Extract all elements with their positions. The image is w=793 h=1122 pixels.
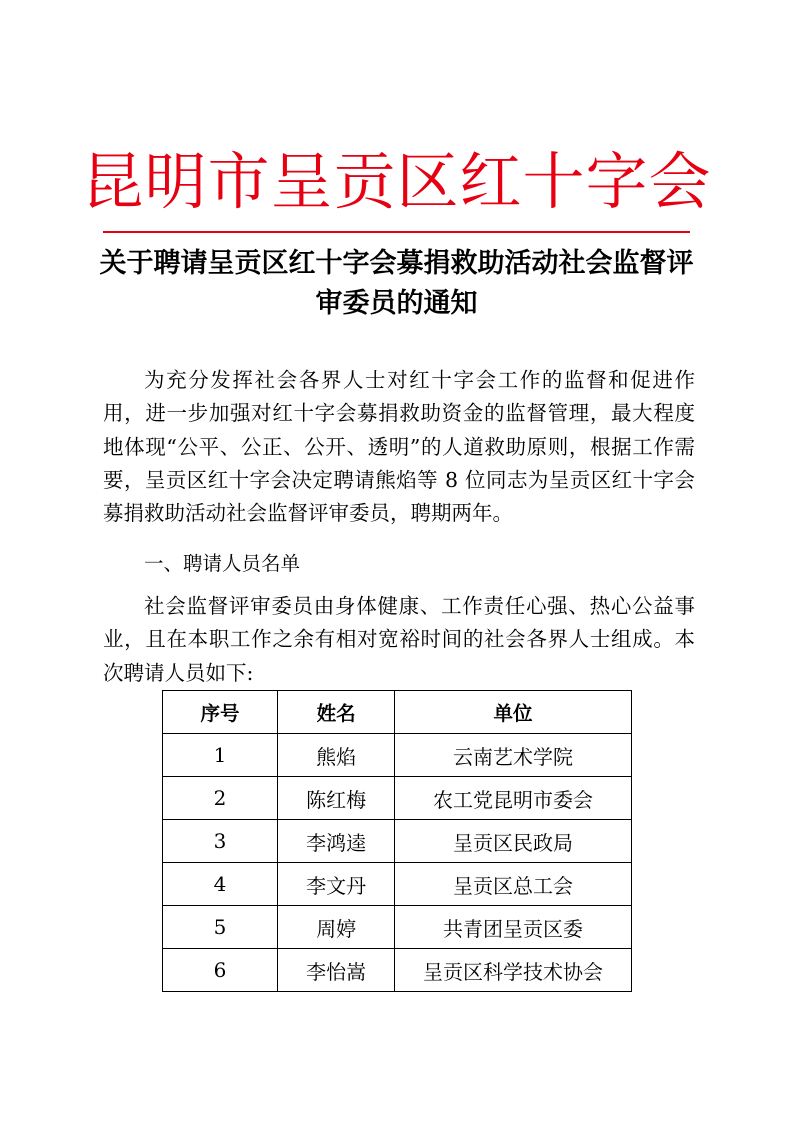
cell-number: 1 [163,734,278,777]
column-header-unit: 单位 [395,691,632,734]
cell-number: 4 [163,863,278,906]
cell-unit: 云南艺术学院 [395,734,632,777]
table-row [163,777,632,820]
cell-unit: 共青团呈贡区委 [395,906,632,949]
section-heading-appointee-list: 一、聘请人员名单 [144,552,301,575]
table-row [163,820,632,863]
cell-name: 李文丹 [278,863,395,906]
letterhead-red-rule [103,231,690,233]
table-row [163,863,632,906]
table-row [163,949,632,992]
cell-number: 6 [163,949,278,992]
document-title: 关于聘请呈贡区红十字会募捐救助活动社会监督评审委员的通知 [99,248,694,319]
appointee-table [162,690,632,992]
cell-number: 3 [163,820,278,863]
composition-paragraph: 社会监督评审委员由身体健康、工作责任心强、热心公益事业，且在本职工作之余有相对宽裕时间的社会各界人士组成。本次聘请人员如下: [103,594,695,685]
cell-unit: 呈贡区科学技术协会 [395,949,632,992]
table-row [163,734,632,777]
column-header-number: 序号 [163,691,278,734]
cell-name: 李怡嵩 [278,949,395,992]
cell-name: 陈红梅 [278,777,395,820]
cell-unit: 呈贡区民政局 [395,820,632,863]
intro-paragraph: 为充分发挥社会各界人士对红十字会工作的监督和促进作用，进一步加强对红十字会募捐救助资金的监督管理，最大程度地体现“公平、公正、公开、透明”的人道救助原则，根据工作需要，呈贡区红十字会决定聘请熊焰等 8 位同志为呈贡区红十字会募捐救助活动社会监督评审委员，聘期两年。 [103,368,695,526]
table-row [163,906,632,949]
cell-name: 熊焰 [278,734,395,777]
column-header-name: 姓名 [278,691,395,734]
cell-unit: 呈贡区总工会 [395,863,632,906]
cell-name: 周婷 [278,906,395,949]
cell-unit: 农工党昆明市委会 [395,777,632,820]
cell-number: 2 [163,777,278,820]
cell-name: 李鸿逵 [278,820,395,863]
cell-number: 5 [163,906,278,949]
letterhead-title: 昆明市呈贡区红十字会 [81,145,712,218]
table-header-row [163,691,632,734]
